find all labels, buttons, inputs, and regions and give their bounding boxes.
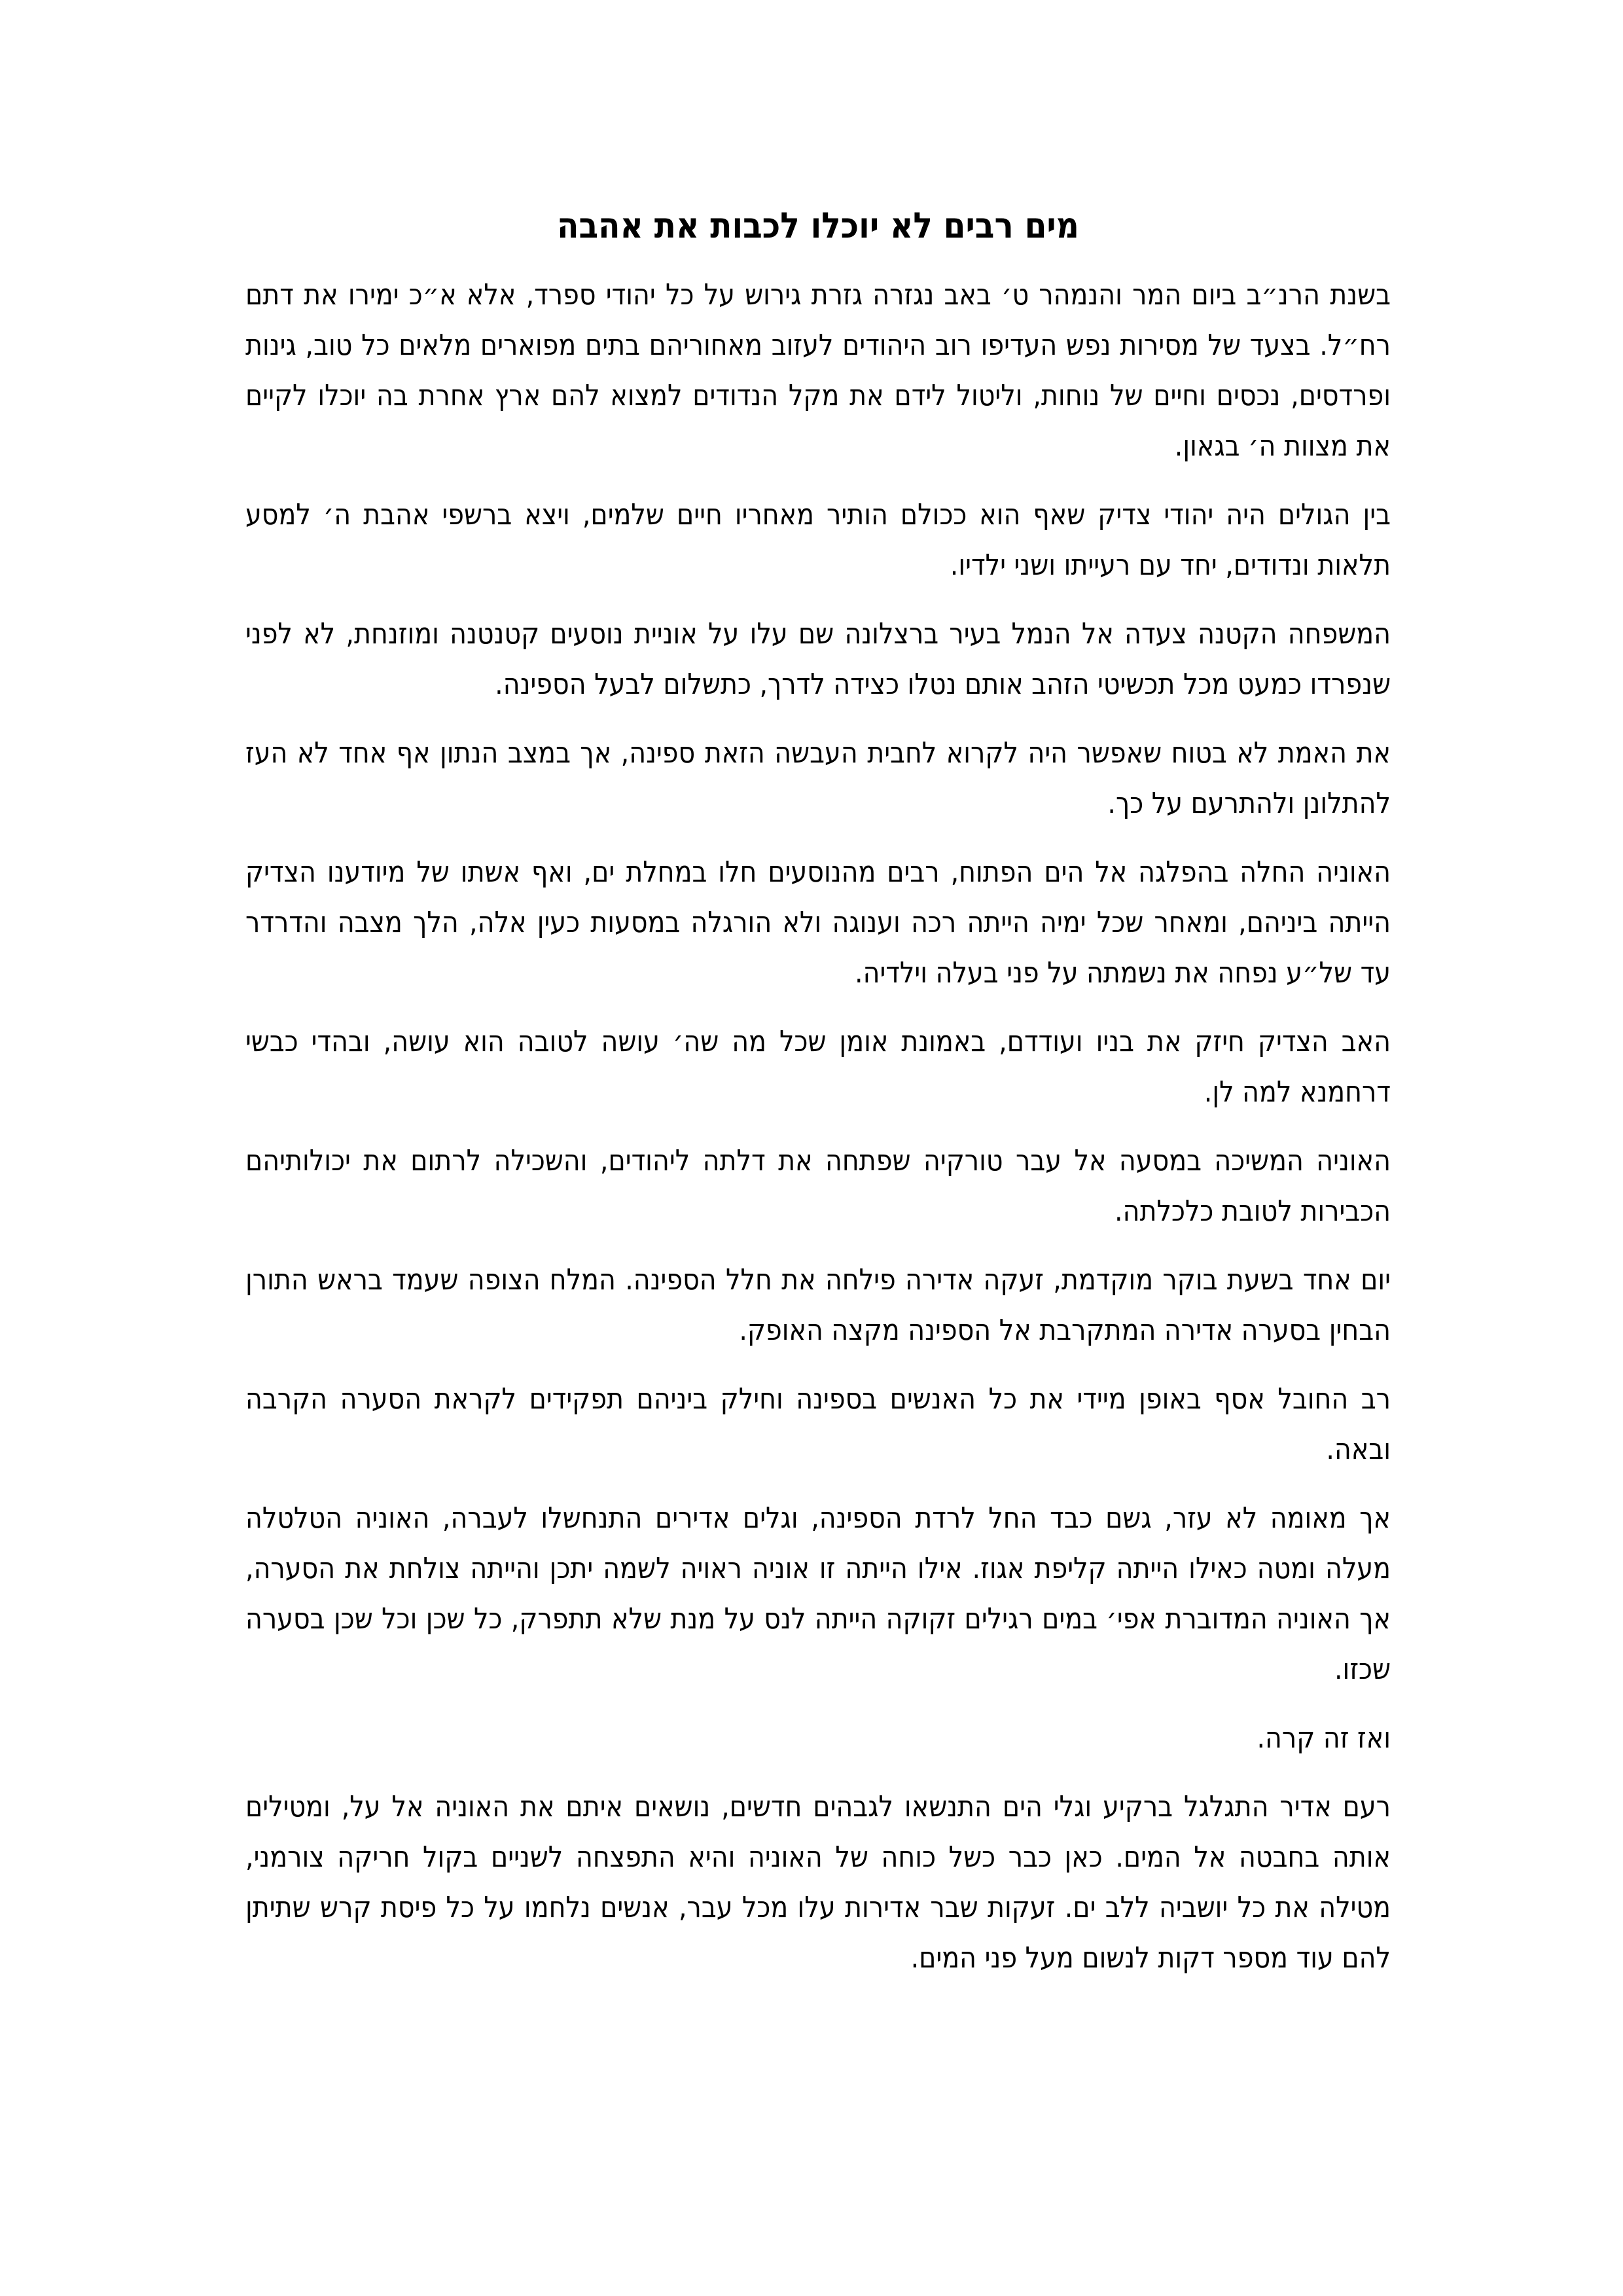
paragraph-5: האוניה החלה בהפלגה אל הים הפתוח, רבים מהנוסעים חלו במחלת ים, ואף אשתו של מיודענו הצדיק הייתה ביניהם, ומאחר שכל ימיה הייתה רכה וענוגה ולא הורגלה במסעות כעין אלה, הלך מצבה והדרדר עד של״ע נפחה את נשמתה על פני בעלה וילדיה.	[245, 855, 1391, 990]
paragraph-7: האוניה המשיכה במסעה אל עבר טורקיה שפתחה את דלתה ליהודים, והשכילה לרתום את יכולותיהם הכבירות לטובת כלכלתה.	[245, 1144, 1391, 1228]
paragraph-11: ואז זה קרה.	[1257, 1721, 1391, 1755]
paragraph-9: רב החובל אסף באופן מיידי את כל האנשים בספינה וחילק ביניהם תפקידים לקראת הסערה הקרבה ובאה.	[245, 1382, 1391, 1466]
paragraph-2: בין הגולים היה יהודי צדיק שאף הוא ככולם הותיר מאחריו חיים שלמים, ויצא ברשפי אהבת ה׳ למסע תלאות ונדודים, יחד עם רעייתו ושני ילדיו.	[245, 498, 1391, 582]
paragraph-12: רעם אדיר התגלגל ברקיע וגלי הים התנשאו לגבהים חדשים, נושאים איתם את האוניה אל על, ומטילים אותה בחבטה אל המים. כאן כבר כשל כוחה של האוניה והיא התפצחה לשניים בקול חריקה צורמני, מטילה את כל יושביה ללב ים. זעקות שבר אדירות עלו מכל עבר, אנשים נלחמו על כל פיסת קרש שתיתן להם עוד מספר דקות לנשום מעל פני המים.	[245, 1790, 1391, 1975]
document-title: מים רבים לא יוכלו לכבות את אהבה	[557, 205, 1079, 246]
paragraph-6: האב הצדיק חיזק את בניו ועודדם, באמונת אומן שכל מה שה׳ עושה לטובה הוא עושה, ובהדי כבשי דרחמנא למה לן.	[245, 1025, 1391, 1109]
paragraph-4: את האמת לא בטוח שאפשר היה לקרוא לחבית העבשה הזאת ספינה, אך במצב הנתון אף אחד לא העז להתלונן ולהתרעם על כך.	[245, 736, 1391, 820]
paragraph-1: בשנת הרנ״ב ביום המר והנמהר ט׳ באב נגזרה גזרת גירוש על כל יהודי ספרד, אלא א״כ ימירו את דתם רח״ל. בצעד של מסירות נפש העדיפו רוב היהודים לעזוב מאחוריהם בתים מפוארים מלאים כל טוב, גינות ופרדסים, נכסים וחיים של נוחות, וליטול לידם את מקל הנדודים למצוא להם ארץ אחרת בה יוכלו לקיים את מצוות ה׳ בגאון.	[245, 278, 1391, 463]
paragraph-10: אך מאומה לא עזר, גשם כבד החל לרדת הספינה, וגלים אדירים התנחשלו לעברה, האוניה הטלטלה מעלה ומטה כאילו הייתה קליפת אגוז. אילו הייתה זו אוניה ראויה לשמה יתכן והייתה צולחת את הסערה, אך האוניה המדוברת אפי׳ במים רגילים זקוקה הייתה לנס על מנת שלא תתפרק, כל שכן וכל שכן בסערה שכזו.	[245, 1501, 1391, 1686]
document-page	[245, 190, 1391, 2001]
paragraph-3: המשפחה הקטנה צעדה אל הנמל בעיר ברצלונה שם עלו על אוניית נוסעים קטנטנה ומוזנחת, לא לפני שנפרדו כמעט מכל תכשיטי הזהב אותם נטלו כצידה לדרך, כתשלום לבעל הספינה.	[245, 617, 1391, 701]
paragraph-8: יום אחד בשעת בוקר מוקדמת, זעקה אדירה פילחה את חלל הספינה. המלח הצופה שעמד בראש התורן הבחין בסערה אדירה המתקרבת אל הספינה מקצה האופק.	[245, 1263, 1391, 1347]
